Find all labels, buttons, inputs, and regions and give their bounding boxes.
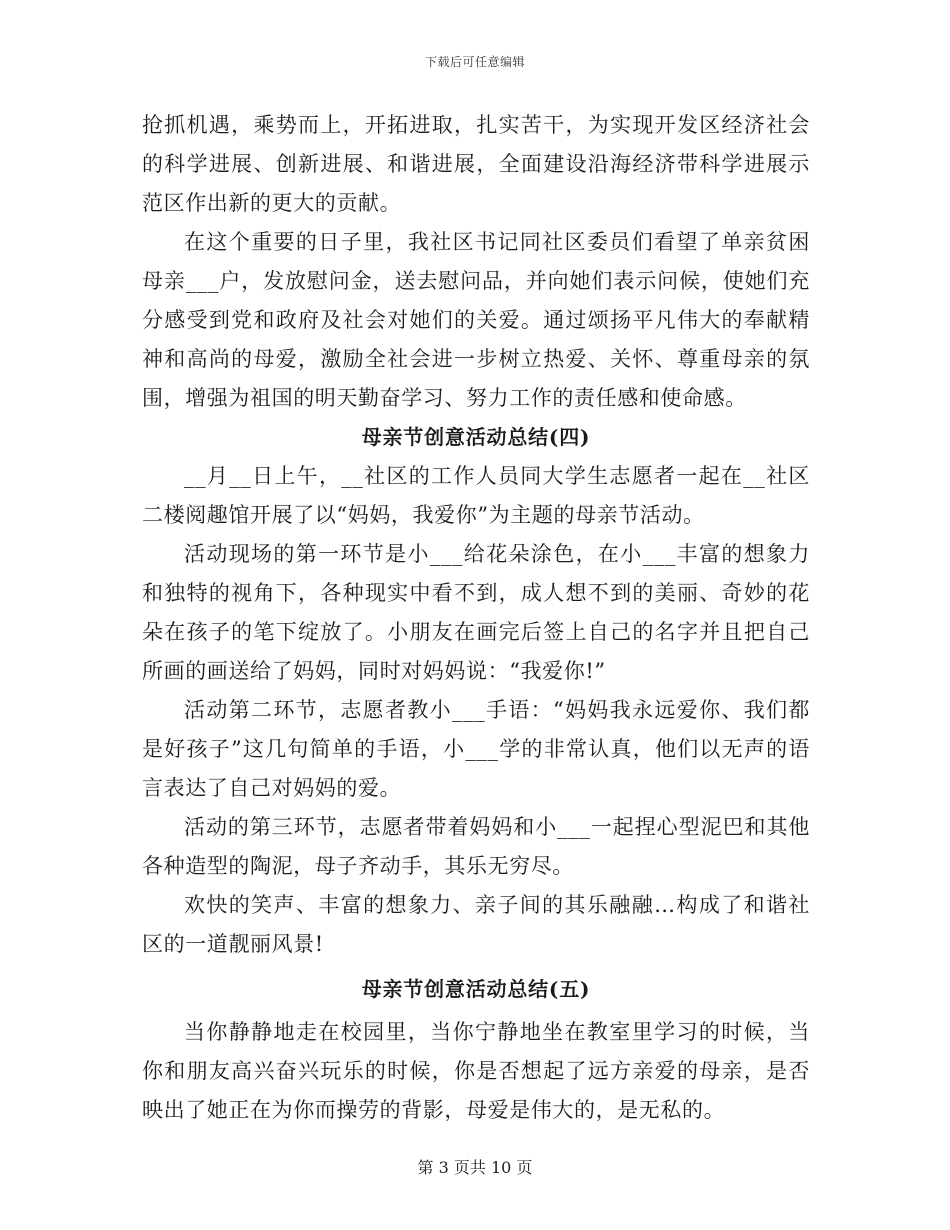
paragraph-3: __月__日上午，__社区的工作人员同大学生志愿者一起在__社区二楼阅趣馆开展了以“妈妈，我爱你”为主题的母亲节活动。 [142, 464, 810, 527]
section-heading-4: 母亲节创意活动总结(四) [361, 425, 591, 449]
paragraph-5: 活动第二环节，志愿者教小___手语：“妈妈我永远爱你、我们都是好孩子”这几句简单的手语，小___学的非常认真，他们以无声的语言表达了自己对妈妈的爱。 [142, 698, 810, 800]
section-heading-5: 母亲节创意活动总结(五) [361, 977, 591, 1001]
paragraph-4: 活动现场的第一环节是小___给花朵涂色，在小___丰富的想象力和独特的视角下，各种现实中看不到，成人想不到的美丽、奇妙的花朵在孩子的笔下绽放了。小朋友在画完后签上自己的名字并且把自己所画的画送给了妈妈，同时对妈妈说：“我爱你!” [142, 542, 810, 683]
paragraph-6: 活动的第三环节，志愿者带着妈妈和小___一起捏心型泥巴和其他各种造型的陶泥，母子齐动手，其乐无穷尽。 [142, 815, 810, 878]
paragraph-7: 欢快的笑声、丰富的想象力、亲子间的其乐融融…构成了和谐社区的一道靓丽风景! [142, 893, 810, 956]
paragraph-1: 抢抓机遇，乘势而上，开拓进取，扎实苦干，为实现开发区经济社会的科学进展、创新进展、和谐进展，全面建设沿海经济带科学进展示范区作出新的更大的贡献。 [142, 113, 810, 215]
paragraph-2: 在这个重要的日子里，我社区书记同社区委员们看望了单亲贫困母亲___户，发放慰问金，送去慰问品，并向她们表示问候，使她们充分感受到党和政府及社会对她们的关爱。通过颂扬平凡伟大的奉献精神和高尚的母爱，激励全社会进一步树立热爱、关怀、尊重母亲的氛围，增强为祖国的明天勤奋学习、努力工作的责任感和使命感。 [142, 230, 810, 410]
document-body [142, 106, 810, 1130]
page-number-footer: 第 3 页共 10 页 [417, 1158, 533, 1177]
page-header-note: 下载后可任意编辑 [424, 55, 525, 69]
paragraph-8: 当你静静地走在校园里，当你宁静地坐在教室里学习的时候，当你和朋友高兴奋兴玩乐的时候，你是否想起了远方亲爱的母亲，是否映出了她正在为你而操劳的背影，母爱是伟大的，是无私的。 [142, 1020, 810, 1122]
